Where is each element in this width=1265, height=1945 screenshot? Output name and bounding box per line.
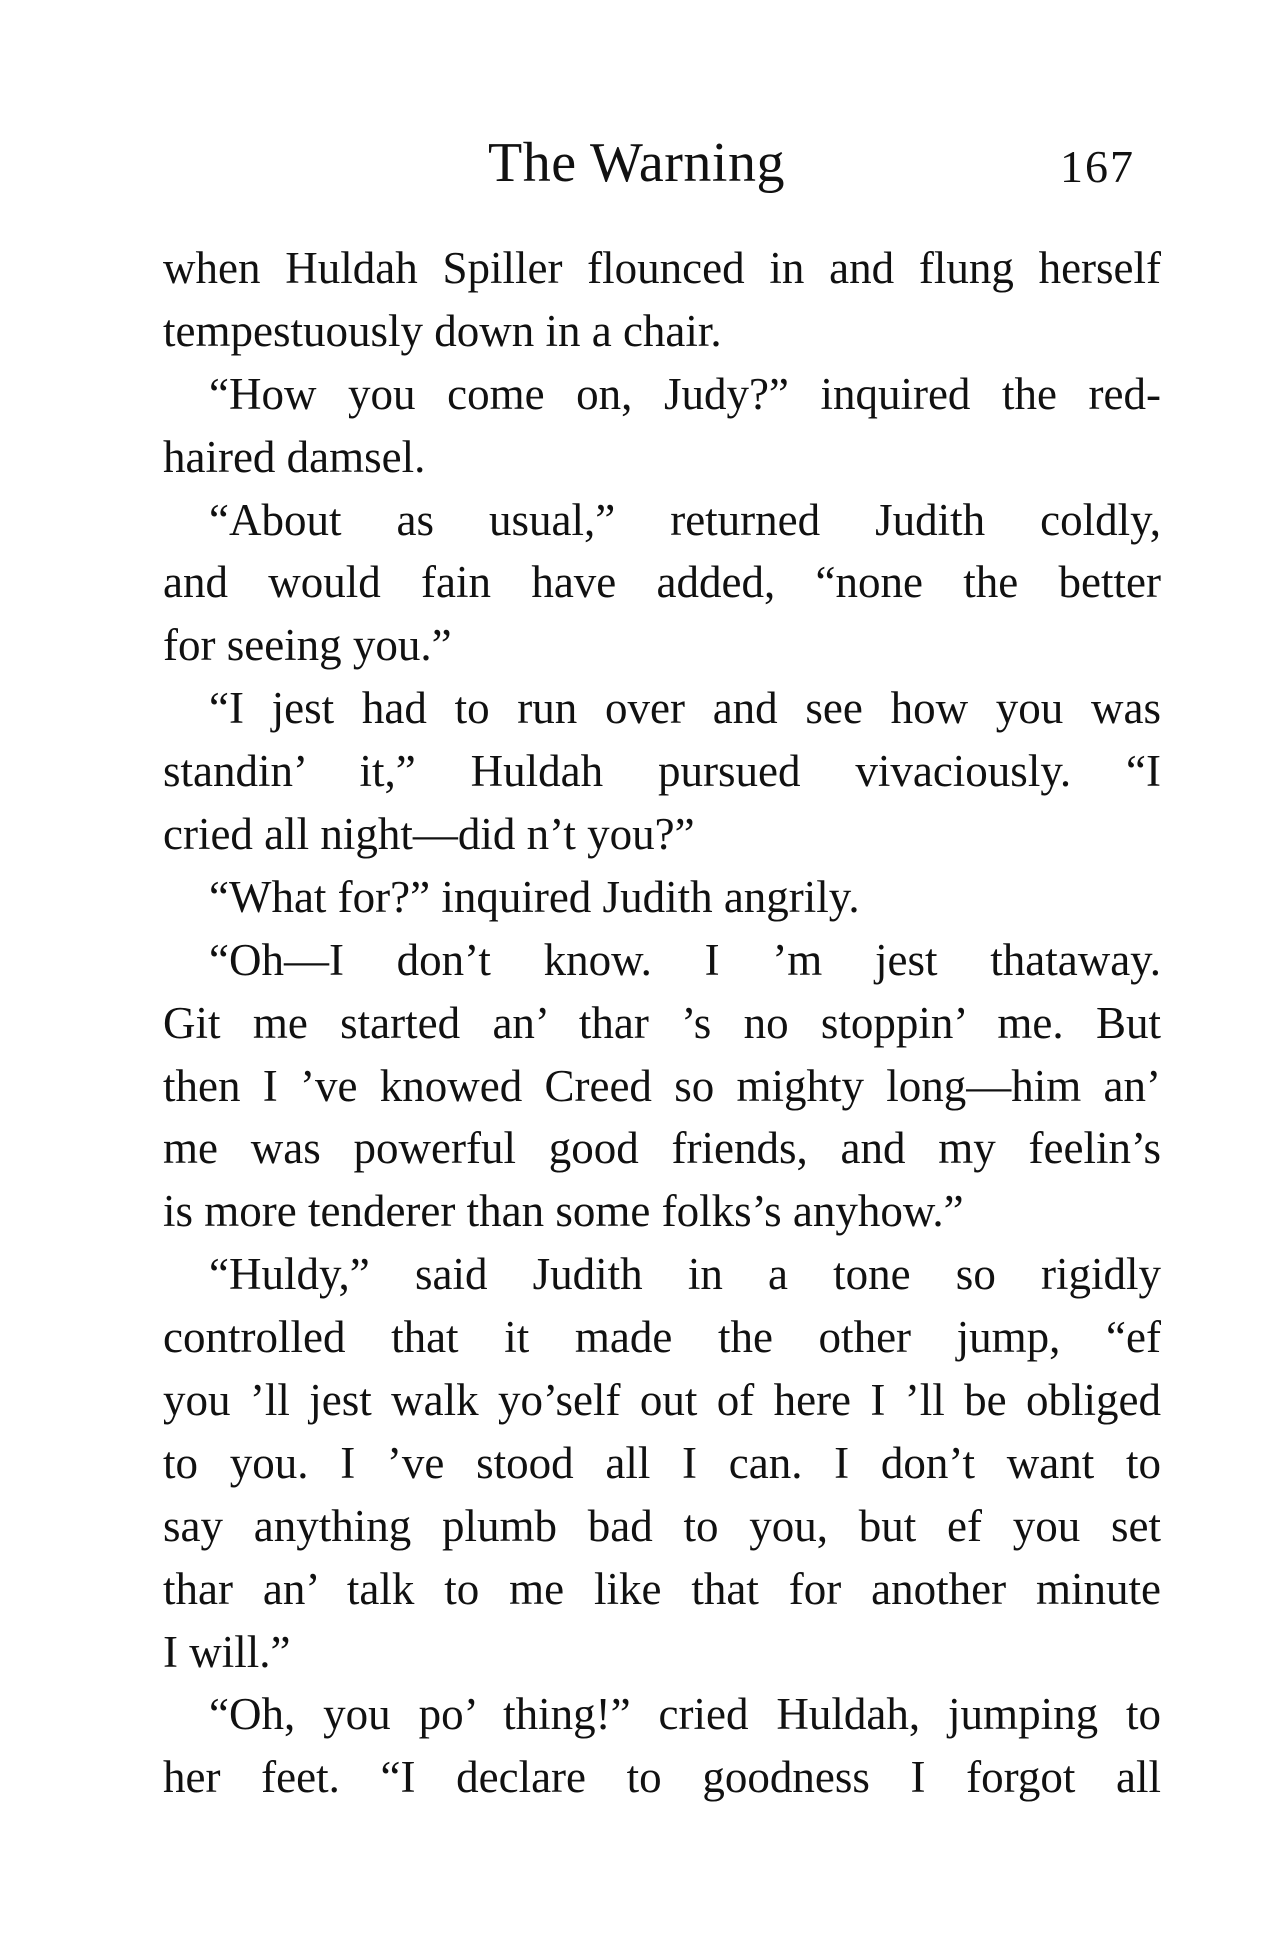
text-line: standin’ it,” Huldah pursued vivaciously. “I bbox=[163, 746, 1161, 797]
page-header bbox=[0, 128, 1265, 198]
body-text bbox=[163, 237, 1161, 1809]
text-line: “About as usual,” returned Judith coldly, bbox=[209, 494, 1161, 545]
page-number: 167 bbox=[1060, 141, 1135, 192]
text-line: “Oh—I don’t know. I ’m jest thataway. bbox=[209, 934, 1161, 985]
text-line: say anything plumb bad to you, but ef you set bbox=[163, 1500, 1161, 1551]
text-line: me was powerful good friends, and my feelin’s bbox=[163, 1123, 1161, 1174]
text-line: thar an’ talk to me like that for another minute bbox=[163, 1563, 1161, 1614]
text-line: you ’ll jest walk yo’self out of here I ’ll be obliged bbox=[163, 1375, 1161, 1426]
text-line: then I ’ve knowed Creed so mighty long—him an’ bbox=[163, 1060, 1161, 1111]
text-line: “I jest had to run over and see how you was bbox=[209, 683, 1161, 734]
text-line: to you. I ’ve stood all I can. I don’t want to bbox=[163, 1437, 1161, 1488]
text-line: “Huldy,” said Judith in a tone so rigidly bbox=[209, 1249, 1161, 1300]
text-line: her feet. “I declare to goodness I forgot all bbox=[163, 1752, 1161, 1803]
text-line: for seeing you.” bbox=[163, 620, 452, 671]
text-line: haired damsel. bbox=[163, 431, 426, 482]
text-line: controlled that it made the other jump, “ef bbox=[163, 1312, 1161, 1363]
text-line: “Oh, you po’ thing!” cried Huldah, jumping to bbox=[209, 1689, 1161, 1740]
text-line: is more tenderer than some folks’s anyhow.” bbox=[163, 1186, 964, 1237]
text-line: cried all night—did n’t you?” bbox=[163, 809, 695, 860]
text-line: I will.” bbox=[163, 1626, 291, 1677]
text-line: “What for?” inquired Judith angrily. bbox=[209, 871, 860, 922]
text-line: “How you come on, Judy?” inquired the red- bbox=[209, 368, 1161, 419]
text-line: tempestuously down in a chair. bbox=[163, 305, 722, 356]
text-line: when Huldah Spiller flounced in and flung herself bbox=[163, 243, 1161, 293]
running-title: The Warning bbox=[488, 132, 785, 194]
text-line: Git me started an’ thar ’s no stoppin’ me. But bbox=[163, 997, 1161, 1048]
text-line: and would fain have added, “none the better bbox=[163, 557, 1161, 608]
